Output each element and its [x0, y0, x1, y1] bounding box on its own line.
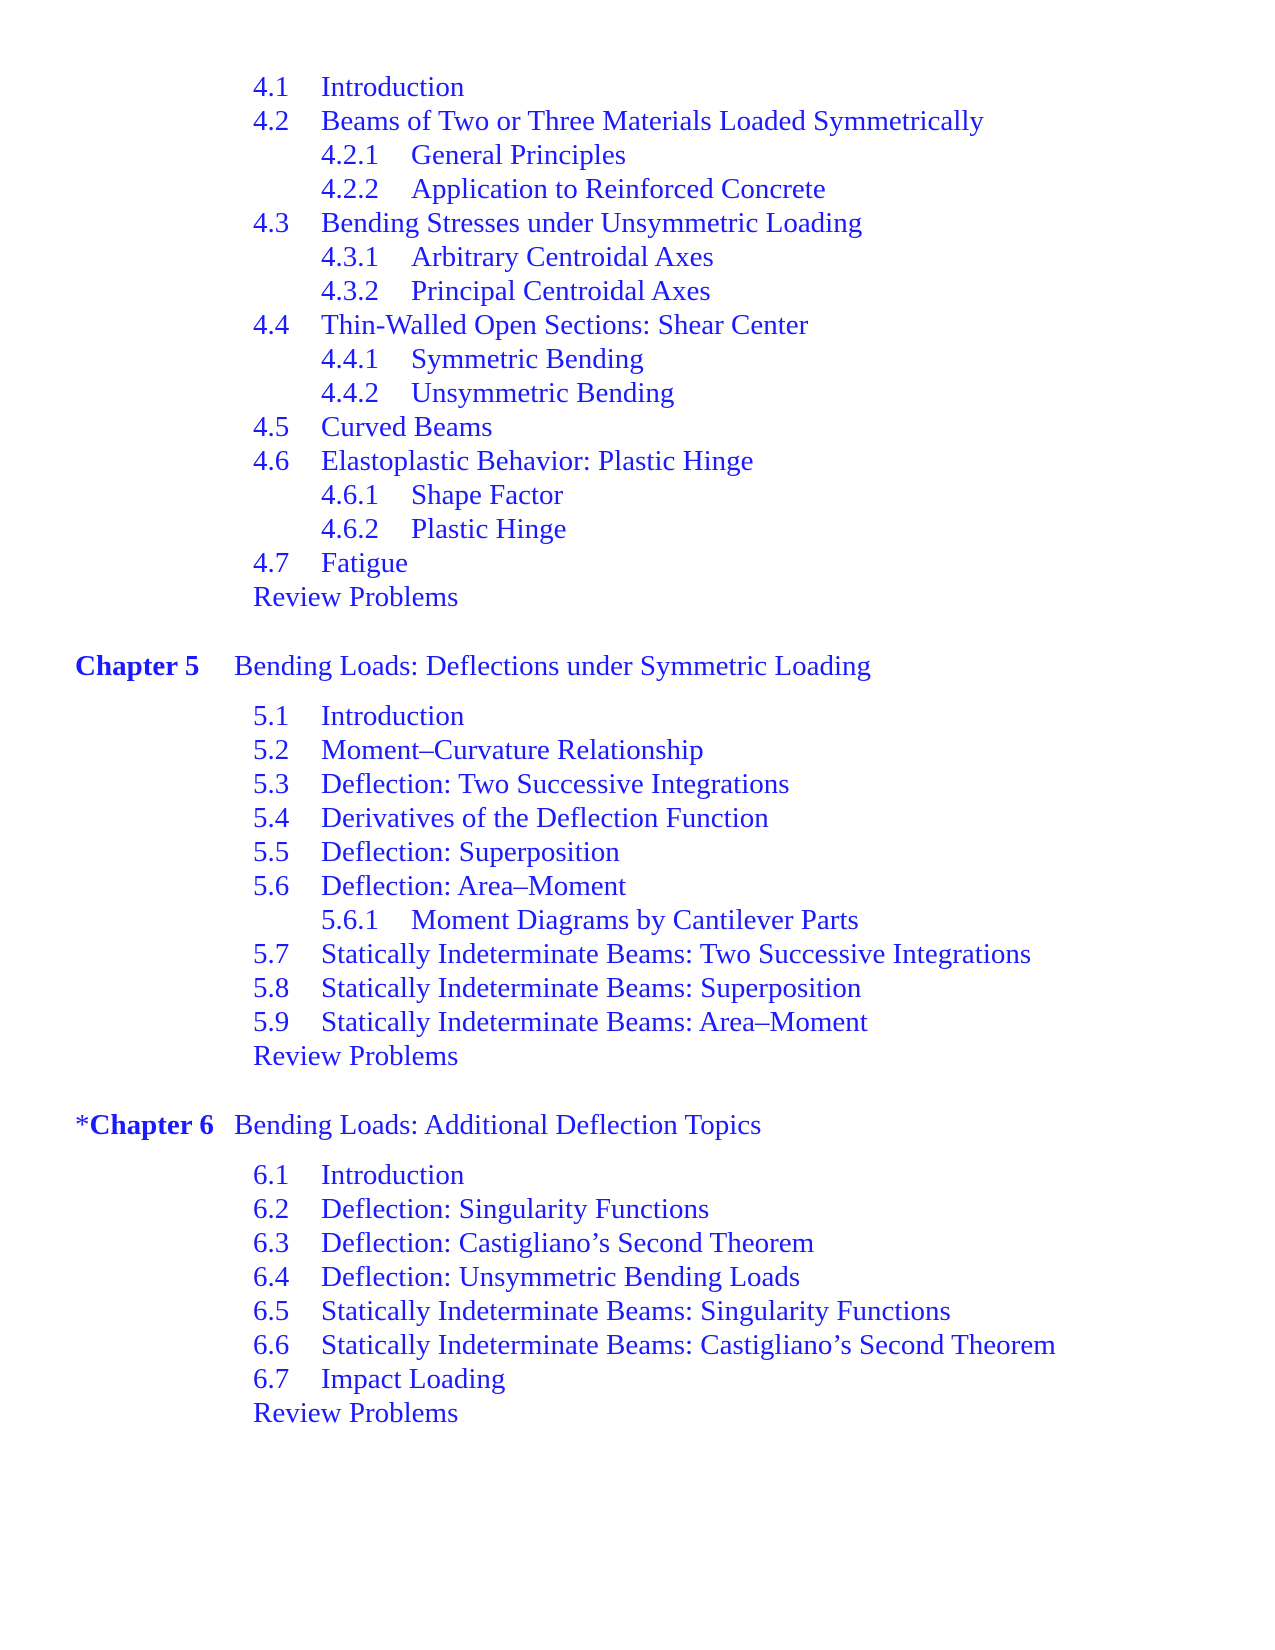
section-title: Moment Diagrams by Cantilever Parts: [411, 904, 859, 936]
section-title: Thin-Walled Open Sections: Shear Center: [321, 309, 809, 341]
section-number: 4.6.2: [321, 513, 379, 545]
section-number: 4.4: [253, 309, 290, 341]
section-title: General Principles: [411, 139, 627, 171]
section-title: Deflection: Two Successive Integrations: [321, 768, 790, 800]
chapter-title: Bending Loads: Deflections under Symmetric Loading: [234, 650, 872, 682]
chapter-title: Bending Loads: Additional Deflection Topics: [234, 1109, 762, 1141]
section-title: Plastic Hinge: [411, 513, 567, 545]
section-title: Introduction: [321, 1159, 465, 1191]
section-number: 4.2.1: [321, 139, 379, 171]
section-title: Derivatives of the Deflection Function: [321, 802, 769, 834]
section-title: Arbitrary Centroidal Axes: [411, 241, 714, 273]
section-title: Elastoplastic Behavior: Plastic Hinge: [321, 445, 754, 477]
section-title: Statically Indeterminate Beams: Castigliano’s Second Theorem: [321, 1329, 1056, 1361]
section-title: Statically Indeterminate Beams: Area–Moment: [321, 1006, 868, 1038]
section-title: Symmetric Bending: [411, 343, 644, 375]
section-number: 5.9: [253, 1006, 290, 1038]
section-title: Application to Reinforced Concrete: [411, 173, 826, 205]
section-number: 6.1: [253, 1159, 290, 1191]
section-number: 6.6: [253, 1329, 290, 1361]
section-title: Deflection: Castigliano’s Second Theorem: [321, 1227, 815, 1259]
section-number: 5.1: [253, 700, 290, 732]
section-number: 6.2: [253, 1193, 290, 1225]
section-number: 4.4.2: [321, 377, 379, 409]
toc-entry-review-problems[interactable]: [253, 579, 458, 615]
section-number: 6.5: [253, 1295, 290, 1327]
section-title: Shape Factor: [411, 479, 564, 511]
section-number: 4.2: [253, 105, 290, 137]
section-title: Introduction: [321, 71, 465, 103]
section-number: 5.6: [253, 870, 290, 902]
chapter-star: *: [75, 1109, 90, 1141]
section-number: 4.1: [253, 71, 290, 103]
toc-entry-review-problems[interactable]: [253, 1038, 458, 1074]
chapter-number: Chapter 5: [75, 650, 200, 682]
section-title: Introduction: [321, 700, 465, 732]
section-title: Statically Indeterminate Beams: Two Successive Integrations: [321, 938, 1032, 970]
section-number: 5.7: [253, 938, 290, 970]
section-number: 5.3: [253, 768, 290, 800]
chapter-label: [75, 648, 199, 684]
section-number: 6.7: [253, 1363, 290, 1395]
section-number: 4.7: [253, 547, 290, 579]
section-title: Deflection: Unsymmetric Bending Loads: [321, 1261, 801, 1293]
section-title: Statically Indeterminate Beams: Superposition: [321, 972, 862, 1004]
section-title: Beams of Two or Three Materials Loaded Symmetrically: [321, 105, 984, 137]
section-title: Deflection: Superposition: [321, 836, 620, 868]
review-title: Review Problems: [253, 1397, 459, 1429]
section-number: 4.2.2: [321, 173, 379, 205]
section-title: Deflection: Singularity Functions: [321, 1193, 710, 1225]
section-number: 5.5: [253, 836, 290, 868]
section-number: 5.2: [253, 734, 290, 766]
section-title: Deflection: Area–Moment: [321, 870, 627, 902]
section-number: 4.6.1: [321, 479, 379, 511]
chapter-number: Chapter 6: [89, 1109, 214, 1141]
section-number: 4.3: [253, 207, 290, 239]
section-title: Fatigue: [321, 547, 408, 579]
review-title: Review Problems: [253, 1040, 459, 1072]
review-title: Review Problems: [253, 581, 459, 613]
section-title: Unsymmetric Bending: [411, 377, 675, 409]
chapter-label: [75, 1107, 214, 1143]
section-number: 5.4: [253, 802, 290, 834]
section-title: Principal Centroidal Axes: [411, 275, 711, 307]
section-title: Curved Beams: [321, 411, 493, 443]
section-number: 4.3.2: [321, 275, 379, 307]
section-number: 4.4.1: [321, 343, 379, 375]
section-number: 6.3: [253, 1227, 290, 1259]
section-title: Bending Stresses under Unsymmetric Loading: [321, 207, 863, 239]
section-title: Moment–Curvature Relationship: [321, 734, 704, 766]
toc-entry-review-problems[interactable]: [253, 1395, 458, 1431]
section-number: 5.6.1: [321, 904, 379, 936]
section-number: 4.3.1: [321, 241, 379, 273]
section-title: Impact Loading: [321, 1363, 506, 1395]
section-number: 5.8: [253, 972, 290, 1004]
section-number: 6.4: [253, 1261, 290, 1293]
section-number: 4.5: [253, 411, 290, 443]
section-title: Statically Indeterminate Beams: Singularity Functions: [321, 1295, 951, 1327]
section-number: 4.6: [253, 445, 290, 477]
